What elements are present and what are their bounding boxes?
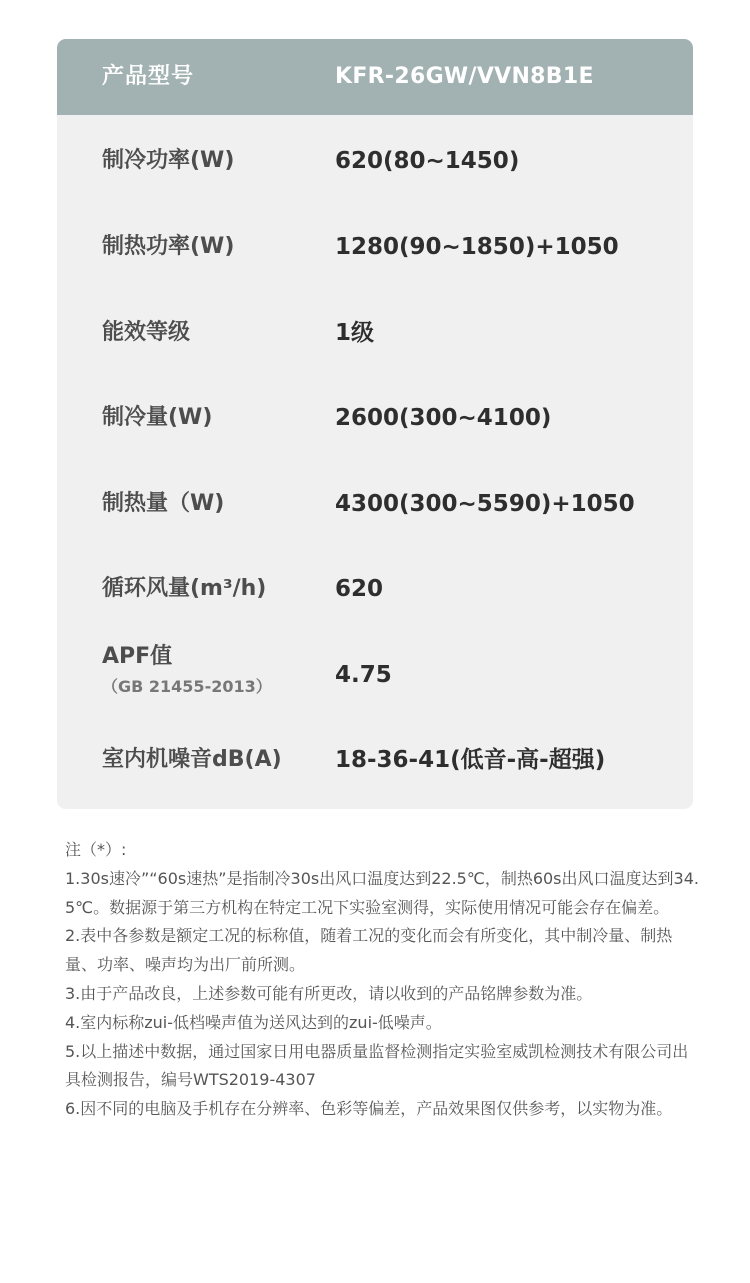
- heating-capacity-label: 制热量（W): [102, 491, 225, 516]
- apf-label: APF值: [102, 644, 173, 669]
- spec-table: [57, 39, 693, 809]
- indoor-noise-label: 室内机噪音dB(A): [102, 747, 282, 772]
- apf-standard-label: （GB 21455-2013）: [102, 677, 272, 696]
- note-item: 1.30s速冷”“60s速热”是指制冷30s出风口温度达到22.5℃，制热60s出风口温度达到34.5℃。数据源于第三方机构在特定工况下实验室测得，实际使用情况可能会存在偏差。: [65, 868, 699, 917]
- airflow-label: 循环风量(m³/h): [102, 576, 267, 601]
- note-item: 2.表中各参数是额定工况的标称值，随着工况的变化而会有所变化，其中制冷量、制热量、功率、噪声均为出厂前所测。: [65, 926, 673, 975]
- apf-value: 4.75: [335, 662, 392, 688]
- indoor-noise-value: 18-36-41(低音-高-超强): [335, 747, 606, 773]
- note-item: 3.由于产品改良，上述参数可能有所更改，请以收到的产品铭牌参数为准。: [65, 983, 593, 1003]
- model-value: KFR-26GW/VVN8B1E: [335, 64, 594, 89]
- energy-grade-value: 1级: [335, 320, 375, 346]
- notes-title: 注（*）:: [65, 840, 127, 859]
- note-item: 4.室内标称zui-低档噪声值为送风达到的zui-低噪声。: [65, 1012, 442, 1032]
- airflow-value: 620: [335, 576, 384, 602]
- heating-power-label: 制热功率(W): [102, 234, 235, 259]
- note-item: 5.以上描述中数据，通过国家日用电器质量监督检测指定实验室威凯检测技术有限公司出具检测报告，编号WTS2019-4307: [65, 1041, 689, 1090]
- cooling-power-value: 620(80~1450): [335, 148, 520, 174]
- notes-section: [65, 836, 700, 1124]
- energy-grade-label: 能效等级: [102, 320, 191, 345]
- heating-power-value: 1280(90~1850)+1050: [335, 234, 619, 260]
- cooling-capacity-label: 制冷量(W): [102, 405, 213, 430]
- heating-capacity-value: 4300(300~5590)+1050: [335, 491, 635, 517]
- cooling-capacity-value: 2600(300~4100): [335, 405, 552, 431]
- note-item: 6.因不同的电脑及手机存在分辨率、色彩等偏差，产品效果图仅供参考，以实物为准。: [65, 1099, 673, 1119]
- model-label: 产品型号: [102, 64, 195, 89]
- cooling-power-label: 制冷功率(W): [102, 148, 235, 173]
